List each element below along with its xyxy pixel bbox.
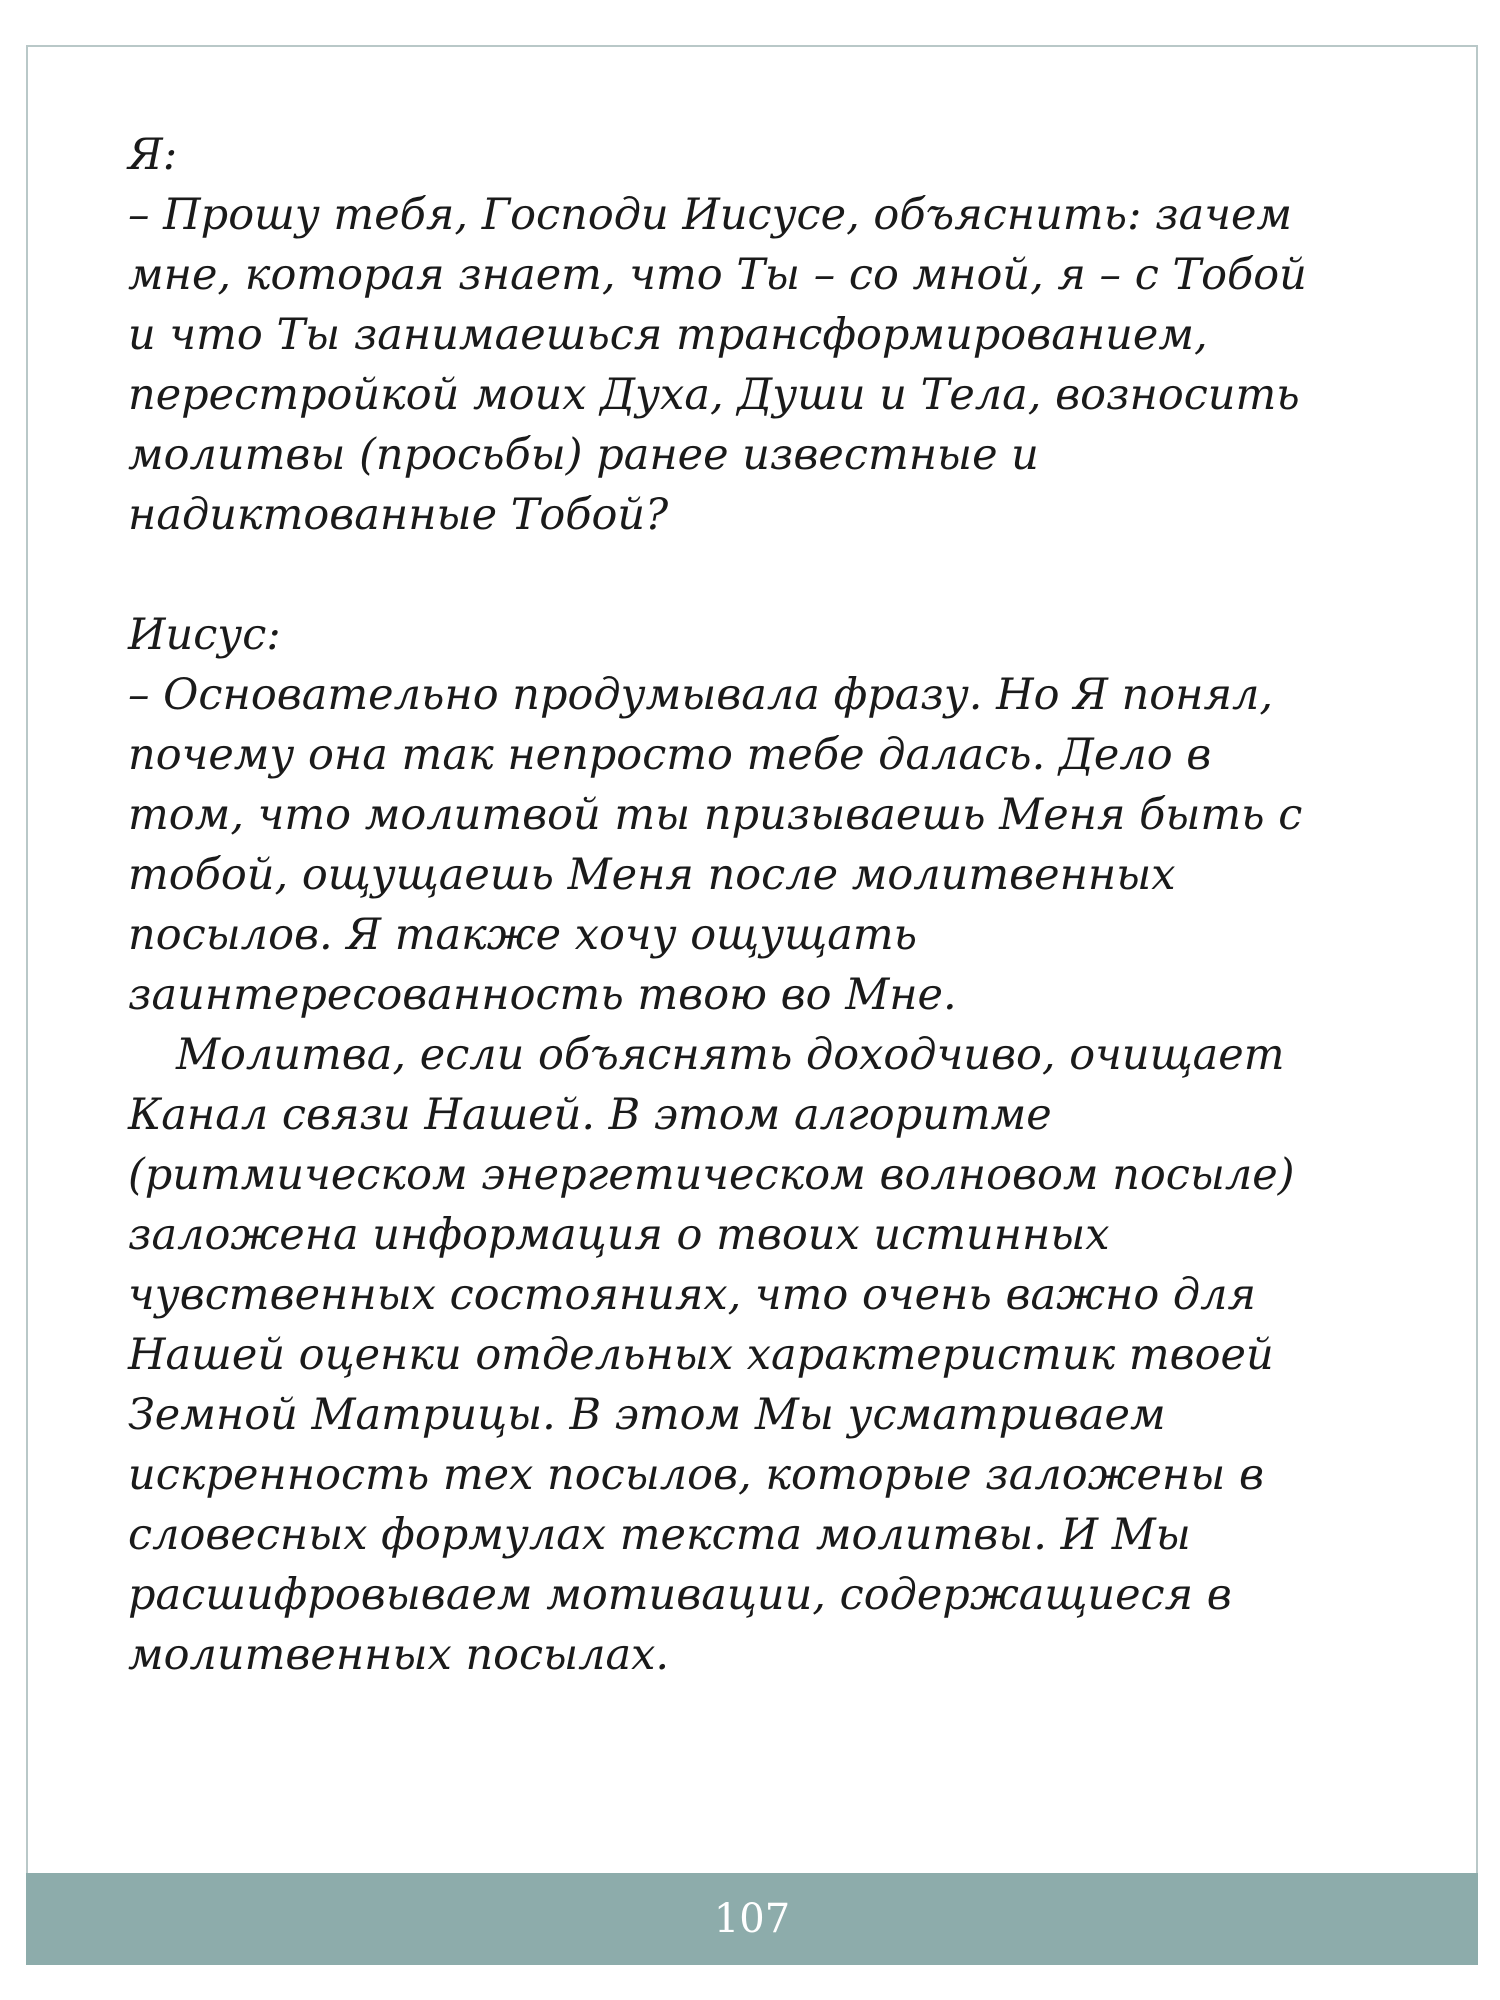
speaker-jesus: Иисус: (128, 610, 281, 660)
page-text (128, 125, 1448, 1685)
footer-bar (26, 1873, 1478, 1965)
text-line: расшифровываем мотивации, содержащиеся в (128, 1570, 1232, 1620)
speaker-me: Я: (128, 130, 178, 180)
page-frame (26, 45, 1478, 1965)
text-line: – Основательно продумывала фразу. Но Я понял, (128, 670, 1274, 720)
text-line: чувственных состояниях, что очень важно для (128, 1270, 1256, 1320)
text-line: Нашей оценки отдельных характеристик твоей (128, 1330, 1274, 1380)
text-line: перестройкой моих Духа, Души и Тела, возносить (128, 370, 1300, 420)
text-line: молитвы (просьбы) ранее известные и (128, 430, 1039, 480)
paragraph-gap (128, 545, 1448, 605)
text-line: Земной Матрицы. В этом Мы усматриваем (128, 1390, 1166, 1440)
text-line: и что Ты занимаешься трансформированием, (128, 310, 1208, 360)
text-line: посылов. Я также хочу ощущать (128, 910, 918, 960)
text-line: заинтересованность твою во Мне. (128, 970, 957, 1020)
text-line: словесных формулах текста молитвы. И Мы (128, 1510, 1191, 1560)
text-line: тобой, ощущаешь Меня после молитвенных (128, 850, 1176, 900)
text-line: молитвенных посылах. (128, 1630, 670, 1680)
text-line: надиктованные Тобой? (128, 490, 669, 540)
text-line: заложена информация о твоих истинных (128, 1210, 1110, 1260)
text-line: почему она так непросто тебе далась. Дело в (128, 730, 1212, 780)
text-line: том, что молитвой ты призываешь Меня быть с (128, 790, 1303, 840)
text-line: мне, которая знает, что Ты – со мной, я – с Тобой (128, 250, 1307, 300)
text-line: – Прошу тебя, Господи Иисусе, объяснить: зачем (128, 190, 1293, 240)
text-line: Канал связи Нашей. В этом алгоритме (128, 1090, 1052, 1140)
text-line: (ритмическом энергетическом волновом посыле) (128, 1150, 1295, 1200)
text-line: Молитва, если объяснять доходчиво, очищает (176, 1030, 1285, 1080)
text-line: искренность тех посылов, которые заложены в (128, 1450, 1264, 1500)
page-number: 107 (713, 1896, 791, 1942)
